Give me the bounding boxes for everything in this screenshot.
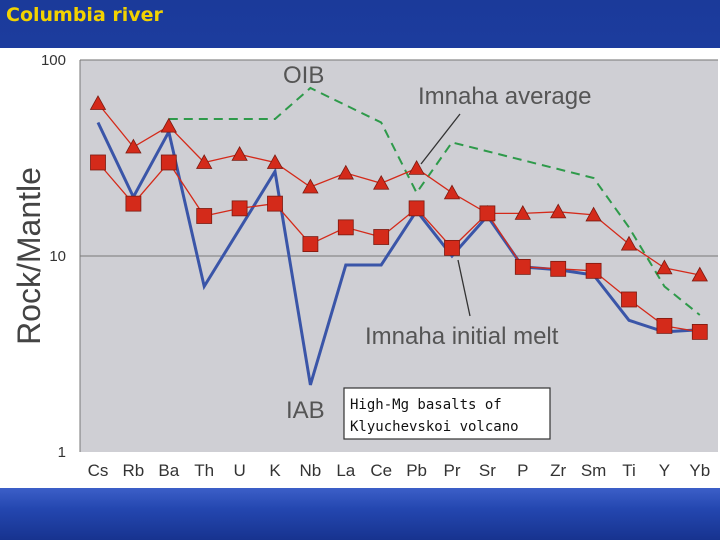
y-tick-label: 100 <box>40 52 66 69</box>
x-tick-label: U <box>233 461 246 480</box>
figure-panel <box>0 48 720 488</box>
x-tick-label: Zr <box>550 461 567 480</box>
square-point <box>692 324 707 339</box>
x-tick-label: Y <box>658 461 671 480</box>
x-tick-label: Ba <box>158 461 180 480</box>
x-tick-label: Sr <box>478 461 496 480</box>
square-point <box>551 261 566 276</box>
square-point <box>91 155 106 170</box>
square-point <box>622 292 637 307</box>
x-tick-label: Ce <box>370 461 393 480</box>
square-point <box>480 206 495 221</box>
x-tick-label: Pr <box>443 461 461 480</box>
y-tick-label: 1 <box>57 444 66 461</box>
oib-label: OIB <box>283 62 325 89</box>
square-point <box>126 196 141 211</box>
square-point <box>338 220 353 235</box>
y-axis-label: Rock/Mantle <box>11 167 47 345</box>
square-point <box>161 155 176 170</box>
x-tick-label: Yb <box>689 461 711 480</box>
spider-diagram <box>0 48 720 488</box>
bottom-gradient-band <box>0 488 720 540</box>
imnaha-initial-melt-label: Imnaha initial melt <box>365 323 559 350</box>
x-tick-label: Th <box>194 461 215 480</box>
square-point <box>515 259 530 274</box>
x-tick-label: P <box>517 461 529 480</box>
square-point <box>303 237 318 252</box>
square-point <box>268 196 283 211</box>
slide-title: Columbia river <box>6 4 163 26</box>
y-tick-label: 10 <box>49 248 66 265</box>
iab-label: IAB <box>286 397 325 424</box>
square-point <box>445 240 460 255</box>
x-tick-label: K <box>269 461 281 480</box>
square-point <box>586 263 601 278</box>
x-tick-label: Sm <box>580 461 607 480</box>
square-point <box>657 318 672 333</box>
legend-line-2: Klyuchevskoi volcano <box>350 419 519 435</box>
x-tick-label: Rb <box>122 461 145 480</box>
square-point <box>374 230 389 245</box>
x-tick-label: La <box>336 461 356 480</box>
x-tick-label: Pb <box>406 461 427 480</box>
legend-line-1: High-Mg basalts of <box>350 397 502 413</box>
square-point <box>197 208 212 223</box>
x-tick-label: Ti <box>622 461 636 480</box>
x-tick-label: Cs <box>87 461 109 480</box>
square-point <box>232 201 247 216</box>
imnaha-average-label: Imnaha average <box>418 83 592 110</box>
x-tick-label: Nb <box>299 461 322 480</box>
square-point <box>409 201 424 216</box>
